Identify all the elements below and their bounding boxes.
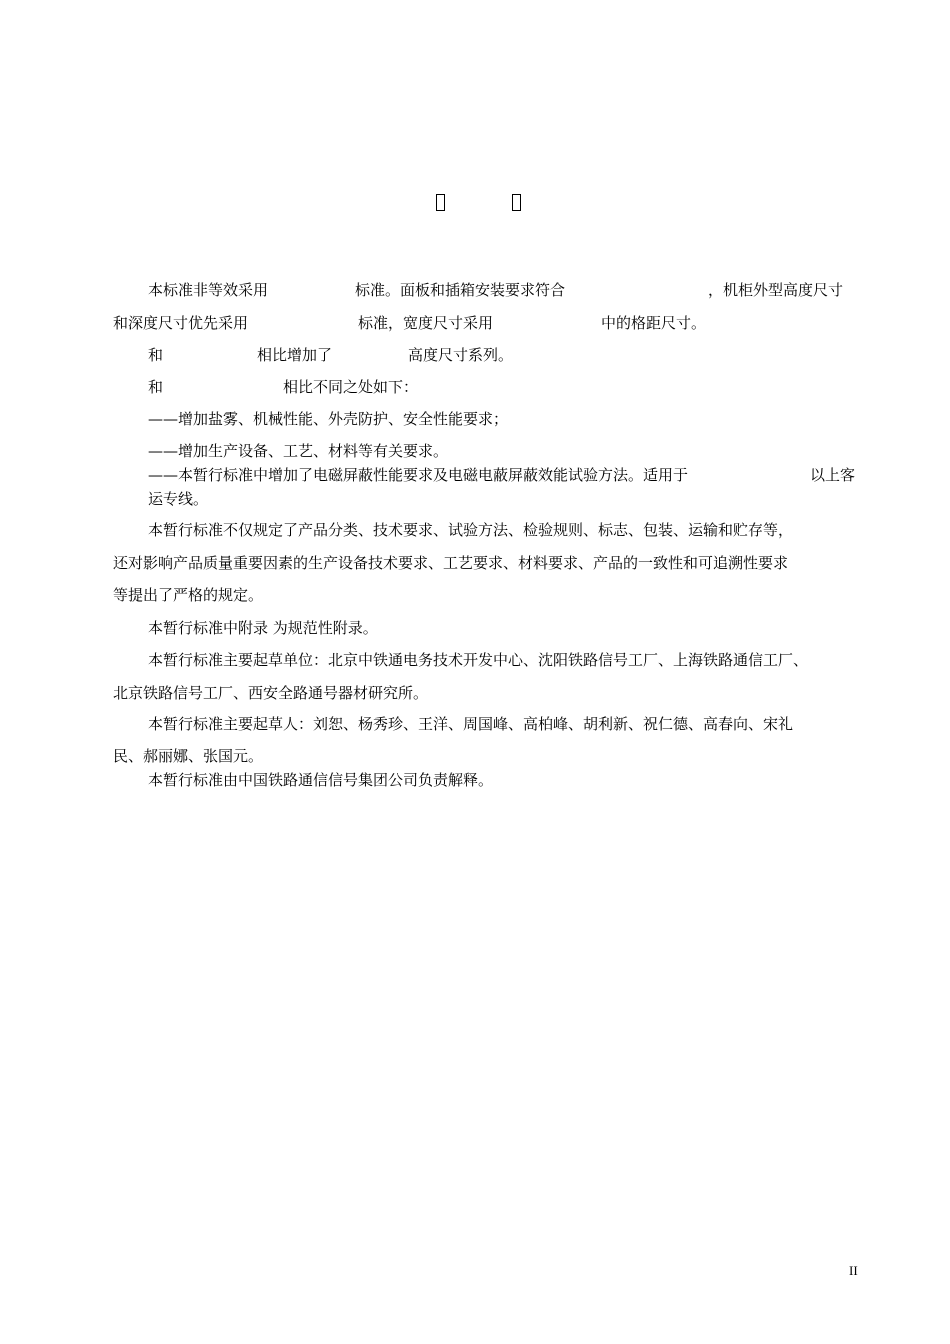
missing-glyph-icon — [436, 194, 445, 211]
paragraph-text: 还对影响产品质量重要因素的生产设备技术要求、工艺要求、材料要求、产品的一致性和可追溯性要求 — [113, 554, 789, 572]
paragraph-text: 中的格距尺寸。 — [601, 314, 707, 332]
paragraph-text: 相比不同之处如下： — [283, 378, 419, 396]
paragraph-text: 标准。面板和插箱安装要求符合 — [355, 281, 566, 299]
paragraph-text: 本标准非等效采用 — [148, 281, 269, 299]
paragraph-text: 本暂行标准由中国铁路通信信号集团公司负责解释。 — [148, 771, 494, 789]
list-item: ——增加盐雾、机械性能、外壳防护、安全性能要求； — [148, 410, 509, 428]
paragraph-text: 等提出了严格的规定。 — [113, 586, 264, 604]
list-item: ——增加生产设备、工艺、材料等有关要求。 — [148, 442, 449, 460]
list-item: 以上客 — [810, 466, 856, 484]
paragraph-text: 高度尺寸系列。 — [408, 346, 514, 364]
paragraph-text: 本暂行标准中附录 为规范性附录。 — [148, 619, 378, 637]
paragraph-text: 本暂行标准主要起草人：刘恕、杨秀珍、王洋、周国峰、高柏峰、胡利新、祝仁德、高春向、宋礼 — [148, 715, 794, 733]
paragraph-text: ，机柜外型高度尺寸 — [708, 281, 844, 299]
missing-glyph-icon — [512, 194, 521, 211]
paragraph-text: 民、郝丽娜、张国元。 — [113, 747, 264, 765]
paragraph-text: 和深度尺寸优先采用 — [113, 314, 249, 332]
paragraph-text: 和 — [148, 346, 164, 364]
paragraph-text: 本暂行标准不仅规定了产品分类、技术要求、试验方法、检验规则、标志、包装、运输和贮存等， — [148, 521, 794, 539]
foreword-heading — [0, 190, 950, 220]
paragraph-text: 本暂行标准主要起草单位：北京中铁通电务技术开发中心、沈阳铁路信号工厂、上海铁路通信工厂、 — [148, 651, 809, 669]
paragraph-text: 标准，宽度尺寸采用 — [358, 314, 494, 332]
page-number: II — [849, 1263, 858, 1278]
paragraph-text: 北京铁路信号工厂、西安全路通号器材研究所。 — [113, 684, 429, 702]
list-item: 运专线。 — [148, 490, 209, 508]
list-item: ——本暂行标准中增加了电磁屏蔽性能要求及电磁电蔽屏蔽效能试验方法。适用于 — [148, 466, 689, 484]
paragraph-text: 和 — [148, 378, 164, 396]
paragraph-text: 相比增加了 — [257, 346, 333, 364]
